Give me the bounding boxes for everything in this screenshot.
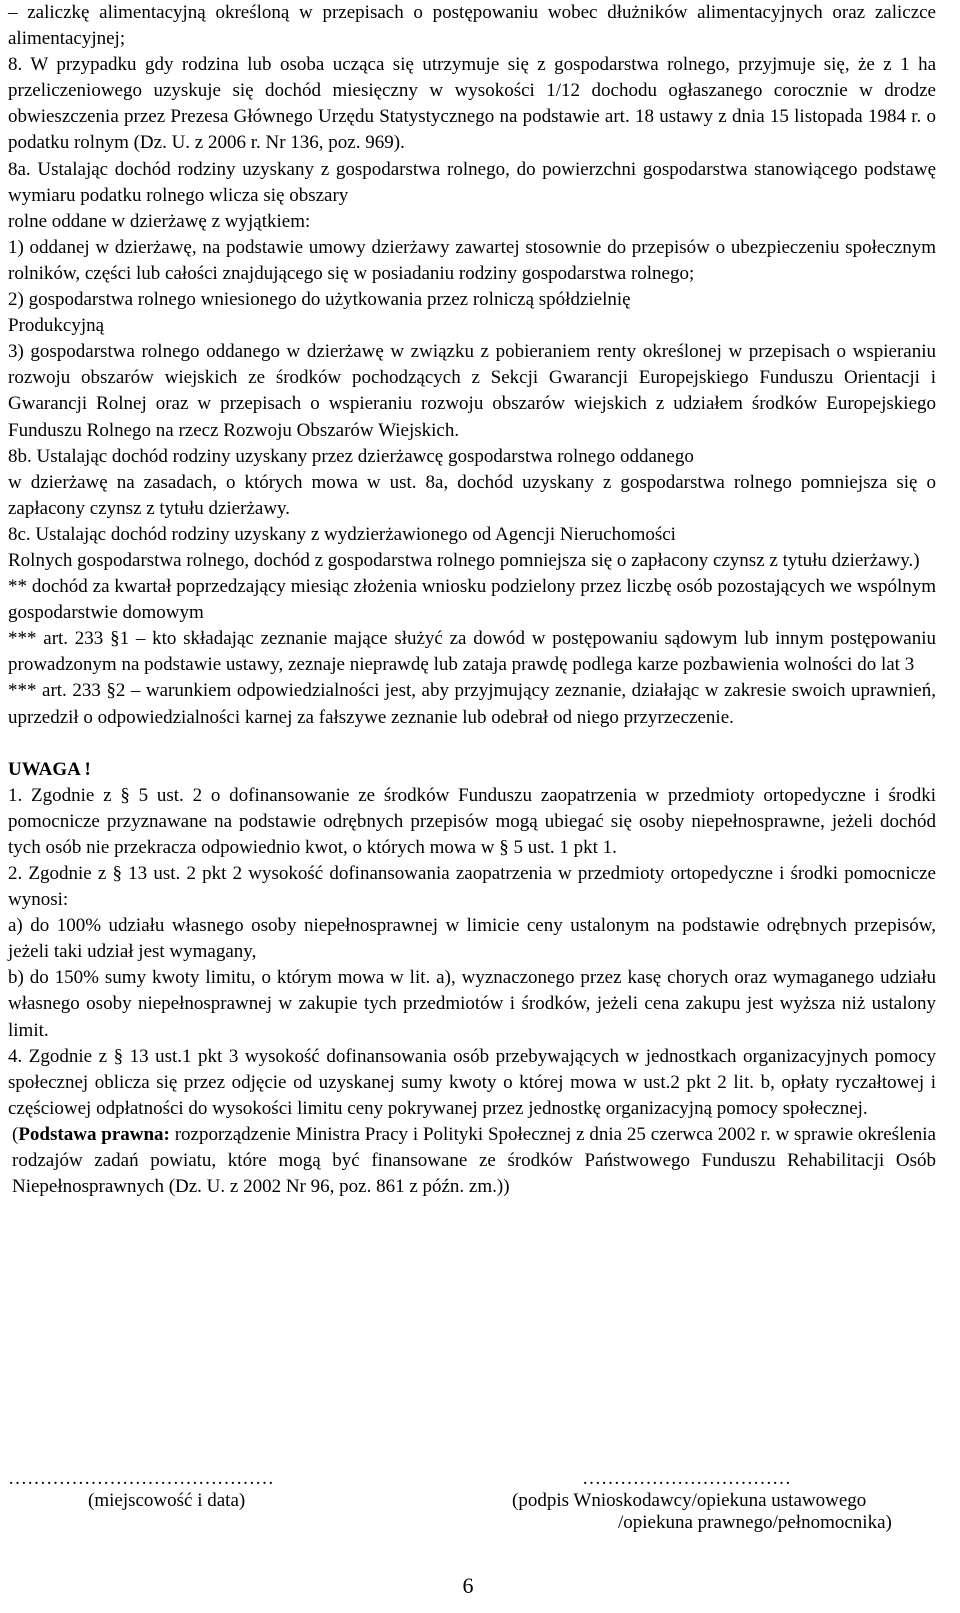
paragraph-8a-item-1: 1) oddanej w dzierżawę, na podstawie umowy dzierżawy zawartej stosownie do przepisów o ubezpieczeniu społecznym rolników, części lub całości znajdującego się w posiadaniu rodziny gospodarstwa rolnego; <box>8 236 936 284</box>
footnote-art-233-1: *** art. 233 §1 – kto składając zeznanie mające służyć za dowód w postępowaniu sądowym lub innym postępowaniu prowadzonym na podstawie ustawy, zeznaje nieprawdę lub zataja prawdę podlega karze pozbawienia wolności do lat 3 <box>8 628 936 676</box>
paragraph-8c: 8c. Ustalając dochód rodziny uzyskany z wydzierżawionego od Agencji Nieruchomości <box>8 523 676 545</box>
applicant-signature-caption: (podpis Wnioskodawcy/opiekuna ustawowego <box>512 1490 867 1511</box>
paragraph-8a-item-2-cont: Produkcyjną <box>8 315 105 337</box>
legal-basis-text: rozporządzenie Ministra Pracy i Polityki Społecznej z dnia 25 czerwca 2002 r. w sprawie określenia rodzajów zadań powiatu, które mogą być finansowane ze środków Państwowego Funduszu Rehabilitacji Osób Niepełnosprawnych (Dz. U. z 2002 Nr 96, poz. 861 z późn. zm.)) <box>12 1123 936 1198</box>
place-date-signature-block <box>8 1468 428 1512</box>
warning-item-2a: a) do 100% udziału własnego osoby niepełnosprawnej w limicie ceny ustalonym na podstawie odrębnych przepisów, jeżeli taki udział jest wymagany, <box>8 915 936 963</box>
warning-heading: UWAGA ! <box>8 758 91 780</box>
paragraph-8a-item-3: 3) gospodarstwa rolnego oddanego w dzierżawę w związku z pobieraniem renty określonej w przepisach o wspieraniu rozwoju obszarów wiejskich ze środków pochodzących z Sekcji Gwarancji Europejskiego Funduszu Orientacji i Gwarancji Rolnej oraz w przepisach o wspieraniu rozwoju obszarów wiejskich z udziałem środków Europejskiego Funduszu Rolnego na rzecz Rozwoju Obszarów Wiejskich. <box>8 341 936 441</box>
legal-basis <box>8 1122 936 1200</box>
legal-basis-open: ( <box>12 1123 19 1145</box>
spacer <box>8 731 936 757</box>
place-date-caption: (miejscowość i data) <box>88 1490 246 1511</box>
warning-item-2: 2. Zgodnie z § 13 ust. 2 pkt 2 wysokość dofinansowania zaopatrzenia w przedmioty ortopedyczne i środki pomocnicze wynosi: <box>8 863 936 911</box>
paragraph-8a-item-2: 2) gospodarstwa rolnego wniesionego do użytkowania przez rolniczą spółdzielnię <box>8 289 631 311</box>
applicant-signature-block <box>512 1468 952 1534</box>
paragraph-8b-cont: w dzierżawę na zasadach, o których mowa w ust. 8a, dochód uzyskany z gospodarstwa rolnego pomniejsza się o zapłacony czynsz z tytułu dzierżawy. <box>8 471 936 519</box>
warning-item-1: 1. Zgodnie z § 5 ust. 2 o dofinansowanie ze środków Funduszu zaopatrzenia w przedmioty ortopedyczne i środki pomocnicze przyznawane na podstawie odrębnych przepisów mogą ubiegać się osoby niepełnosprawne, jeżeli dochód tych osób nie przekracza odpowiednio kwot, o których mowa w § 5 ust. 1 pkt 1. <box>8 784 936 858</box>
paragraph-8a-cont: rolne oddane w dzierżawę z wyjątkiem: <box>8 210 311 232</box>
paragraph-alimony-advance: – zaliczkę alimentacyjną określoną w przepisach o postępowaniu wobec dłużników alimentacyjnych oraz zaliczce alimentacyjnej; <box>8 2 936 50</box>
paragraph-8-farm-income: 8. W przypadku gdy rodzina lub osoba ucząca się utrzymuje się z gospodarstwa rolnego, przyjmuje się, że z 1 ha przeliczeniowego uzyskuje się dochód miesięczny w wysokości 1/12 dochodu ogłaszanego corocznie w drodze obwieszczenia przez Prezesa Głównego Urzędu Statystycznego na podstawie art. 18 ustawy z dnia 15 listopada 1984 r. o podatku rolnym (Dz. U. z 2006 r. Nr 136, poz. 969). <box>8 54 936 154</box>
warning-item-2b: b) do 150% sumy kwoty limitu, o którym mowa w lit. a), wyznaczonego przez kasę chorych oraz wymaganego udziału własnego osoby niepełnosprawnej w zakupie tych przedmiotów i środków, jeżeli cena zakupu jest wyższa niż ustalony limit. <box>8 967 936 1041</box>
legal-basis-label: Podstawa prawna: <box>18 1123 170 1145</box>
document-body <box>8 0 936 1200</box>
paragraph-8b: 8b. Ustalając dochód rodziny uzyskany przez dzierżawcę gospodarstwa rolnego oddanego <box>8 445 694 467</box>
warning-item-4: 4. Zgodnie z § 13 ust.1 pkt 3 wysokość dofinansowania osób przebywających w jednostkach organizacyjnych pomocy społecznej oblicza się przez odjęcie od uzyskanej sumy kwoty o której mowa w ust.2 pkt 2 lit. b, opłaty ryczałtowej i częściowej odpłatności do wysokości limitu ceny pokrywanej przez jednostkę organizacyjną pomocy społecznej. <box>8 1045 936 1119</box>
footnote-double-star: ** dochód za kwartał poprzedzający miesiąc złożenia wniosku podzielony przez liczbę osób pozostających we wspólnym gospodarstwie domowym <box>8 576 936 624</box>
applicant-signature-caption-2: /opiekuna prawnego/pełnomocnika) <box>618 1512 892 1533</box>
paragraph-8a: 8a. Ustalając dochód rodziny uzyskany z gospodarstwa rolnego, do powierzchni gospodarstwa stanowiącego podstawę wymiaru podatku rolnego wlicza się obszary <box>8 158 936 206</box>
applicant-signature-dotted-line: …………………………… <box>582 1468 791 1489</box>
footnote-art-233-2: *** art. 233 §2 – warunkiem odpowiedzialności jest, aby przyjmujący zeznanie, działając w zakresie swoich uprawnień, uprzedził o odpowiedzialności karnej za fałszywe zeznanie lub odebrał od niego przyrzeczenie. <box>8 680 936 728</box>
page-number: 6 <box>462 1573 474 1598</box>
place-date-dotted-line: …………………………………… <box>8 1468 274 1489</box>
paragraph-8c-cont: Rolnych gospodarstwa rolnego, dochód z gospodarstwa rolnego pomniejsza się o zapłacony czynsz z tytułu dzierżawy.) <box>8 549 920 571</box>
